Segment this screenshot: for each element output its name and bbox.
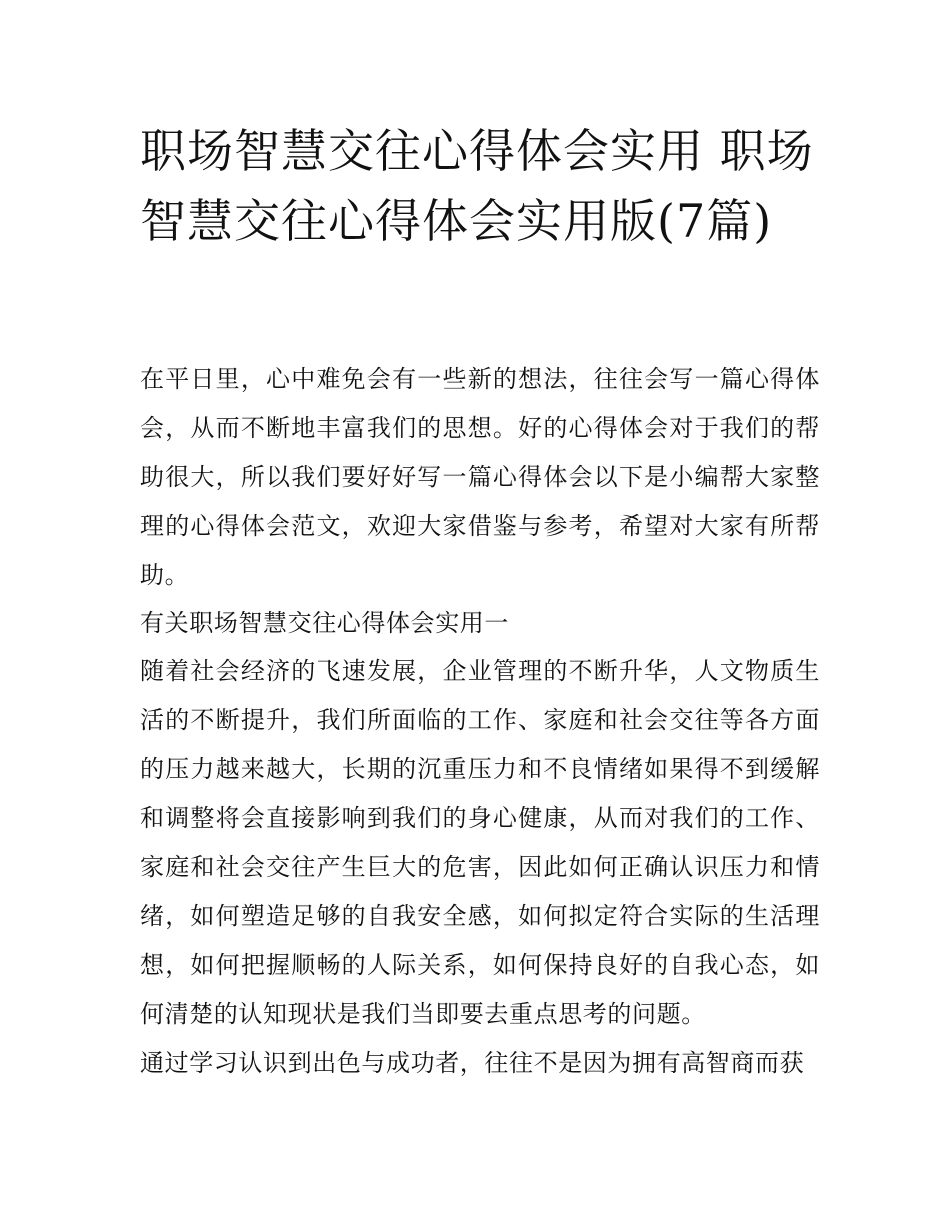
body-paragraph-continued: 通过学习认识到出色与成功者，往往不是因为拥有高智商而获	[140, 1049, 805, 1077]
body-paragraph: 随着社会经济的飞速发展，企业管理的不断升华，人文物质生活的不断提升，我们所面临的工作、家庭和社会交往等各方面的压力越来越大，长期的沉重压力和不良情绪如果得不到缓解和调整将会直接影响到我们的身心健康，从而对我们的工作、家庭和社会交往产生巨大的危害，因此如何正确认识压力和情绪，如何塑造足够的自我安全感，如何拟定符合实际的生活理想，如何把握顺畅的人际关系，如何保持良好的自我心态，如何清楚的认知现状是我们当即要去重点思考的问题。	[140, 657, 820, 1028]
page-title: 职场智慧交往心得体会实用 职场智慧交往心得体会实用版(7篇)	[140, 124, 814, 248]
document-body	[140, 355, 820, 1088]
intro-paragraph: 在平日里，心中难免会有一些新的想法，往往会写一篇心得体会，从而不断地丰富我们的思想。好的心得体会对于我们的帮助很大，所以我们要好好写一篇心得体会以下是小编帮大家整理的心得体会范文，欢迎大家借鉴与参考，希望对大家有所帮助。	[140, 365, 820, 589]
section-heading: 有关职场智慧交往心得体会实用一	[140, 609, 509, 637]
